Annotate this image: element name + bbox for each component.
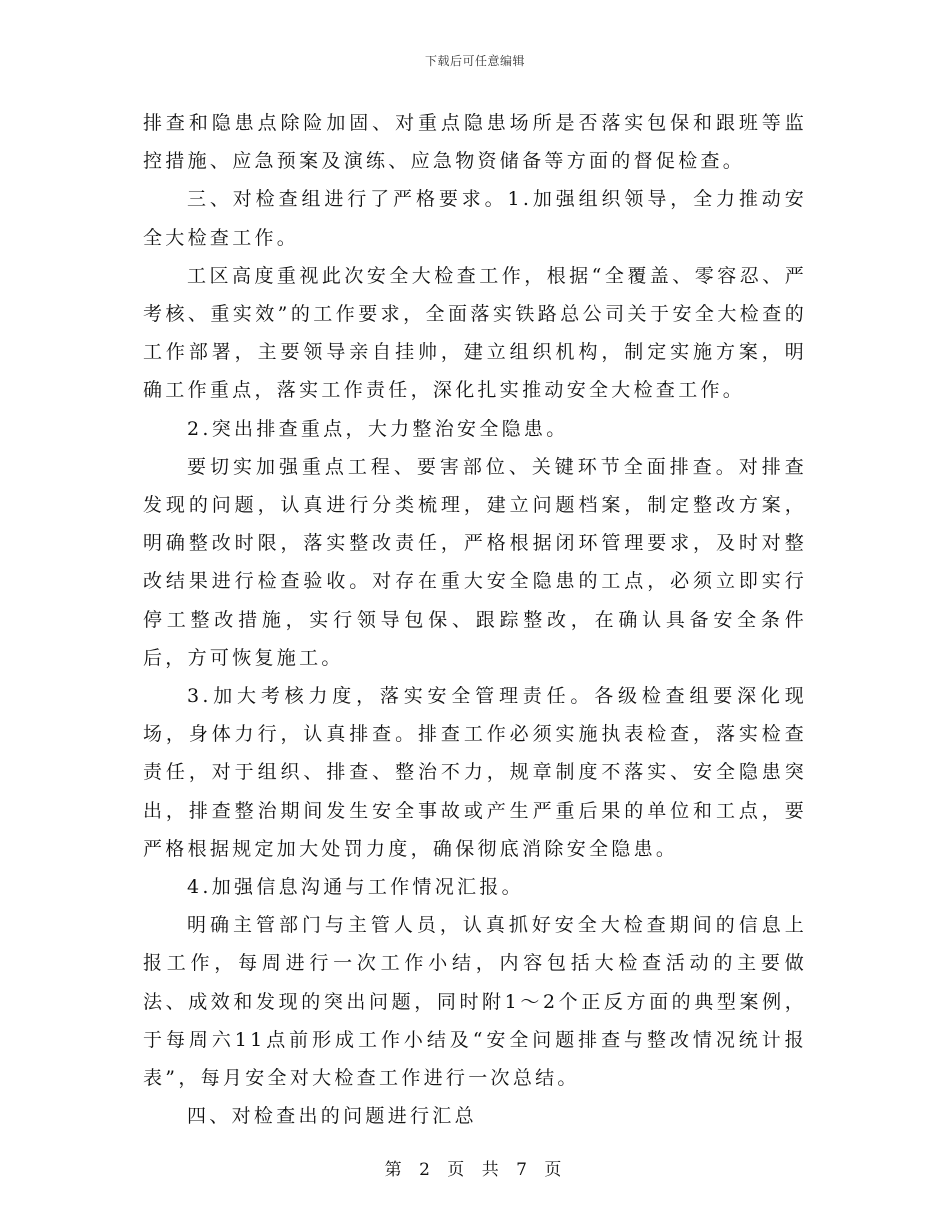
paragraph-heading-two: 2.突出排查重点，大力整治安全隐患。 xyxy=(187,417,569,440)
paragraph-reporting: 明确主管部门与主管人员，认真抓好安全大检查期间的信息上报工作，每周进行一次工作小结，内容包括大检查活动的主要做法、成效和发现的突出问题，同时附1～2个正反方面的典型案例，于每周六11点前形成工作小结及“安全问题排查与整改情况统计报表”，每月安全对大检查工作进行一次总结。 xyxy=(143,914,807,1090)
paragraph-continuation: 排查和隐患点除险加固、对重点隐患场所是否落实包保和跟班等监控措施、应急预案及演练、应急物资储备等方面的督促检查。 xyxy=(143,112,807,173)
paragraph-inspection: 要切实加强重点工程、要害部位、关键环节全面排查。对排查发现的问题，认真进行分类梳理，建立问题档案，制定整改方案，明确整改时限，落实整改责任，严格根据闭环管理要求，及时对整改结果进行检查验收。对存在重大安全隐患的工点，必须立即实行停工整改措施，实行领导包保、跟踪整改，在确认具备安全条件后，方可恢复施工。 xyxy=(143,455,807,669)
page-header-note: 下载后可任意编辑 xyxy=(424,54,525,68)
paragraph-heading-four: 4.加强信息沟通与工作情况汇报。 xyxy=(187,876,524,899)
document-body xyxy=(143,104,807,1135)
paragraph-leadership: 工区高度重视此次安全大检查工作，根据“全覆盖、零容忍、严考核、重实效”的工作要求，全面落实铁路总公司关于安全大检查的工作部署，主要领导亲自挂帅，建立组织机构，制定实施方案，明确工作重点，落实工作责任，深化扎实推动安全大检查工作。 xyxy=(143,264,807,402)
paragraph-section-three: 三、对检查组进行了严格要求。1.加强组织领导，全力推动安全大检查工作。 xyxy=(143,188,807,249)
page-number-footer: 第 2 页 共 7 页 xyxy=(384,1160,566,1180)
paragraph-heading-three: 3.加大考核力度，落实安全管理责任。各级检查组要深化现场，身体力行，认真排查。排查工作必须实施执表检查，落实检查责任，对于组织、排查、整治不力，规章制度不落实、安全隐患突出，排查整治期间发生安全事故或产生严重后果的单位和工点，要严格根据规定加大处罚力度，确保彻底消除安全隐患。 xyxy=(143,685,807,860)
paragraph-section-four: 四、对检查出的问题进行汇总 xyxy=(187,1105,477,1128)
